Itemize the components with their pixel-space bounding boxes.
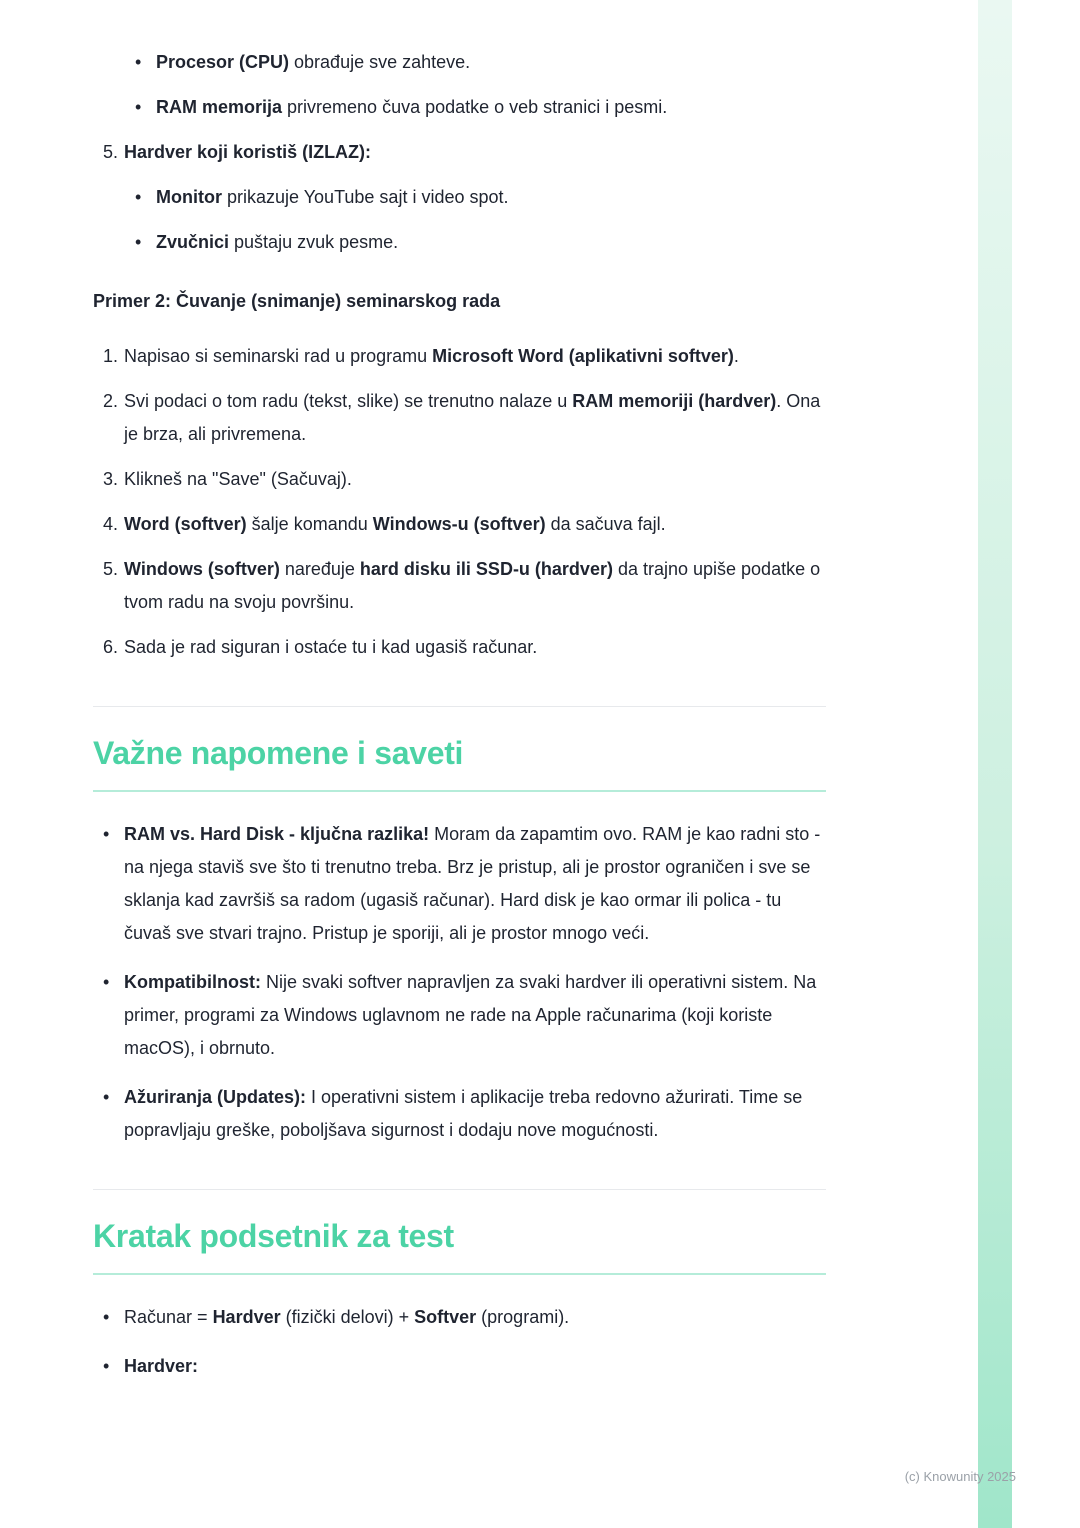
list-item [93,1350,826,1383]
list-item [125,226,826,259]
test-reminder-bullet-list [93,1301,826,1383]
step-number: 1. [103,346,119,366]
watermark: (c) Knowunity 2025 [904,1469,1016,1484]
numbered-step [93,463,826,496]
list-item-text: Ažuriranja (Updates): I operativni sistem i aplikacije treba redovno ažurirati. Time se popravljaju greške, poboljšava sigurnost i dodaju nove mogućnosti. [124,1087,803,1140]
list-item [93,818,826,950]
document-content [93,0,826,1383]
step-number: 4. [103,514,119,534]
list-item [125,181,826,214]
list-item-text: Kompatibilnost: Nije svaki softver napravljen za svaki hardver ili operativni sistem. Na primer, programi za Windows uglavnom ne rade na Apple računarima (koji koriste macOS), i obrnuto. [124,972,817,1058]
right-accent-stripe [978,0,1012,1528]
item-number: 5. [103,142,119,162]
numbered-step [93,631,826,664]
numbered-step [93,553,826,619]
numbered-step [93,508,826,541]
list-item-text: Računar = Hardver (fizički delovi) + Softver (programi). [124,1307,570,1327]
list-item-text: Hardver: [124,1356,199,1376]
list-item [93,966,826,1065]
list-item [125,91,826,124]
list-item-text: Monitor prikazuje YouTube sajt i video spot. [156,187,509,207]
numbered-step [93,385,826,451]
list-item-text: RAM memorija privremeno čuva podatke o veb stranici i pesmi. [156,97,668,117]
io-process-bullet-list [125,46,826,124]
list-item-text: Zvučnici puštaju zvuk pesme. [156,232,399,252]
list-item-text: Procesor (CPU) obrađuje sve zahteve. [156,52,471,72]
step-number: 2. [103,391,119,411]
section-divider [93,706,826,707]
step-text: Svi podaci o tom radu (tekst, slike) se trenutno nalaze u RAM memoriji (hardver). Ona je brza, ali privremena. [124,391,821,444]
section-divider [93,1189,826,1190]
numbered-item-5 [93,136,826,169]
primer2-steps [93,340,826,664]
list-item [125,46,826,79]
list-item-text: RAM vs. Hard Disk - ključna razlika! Moram da zapamtim ovo. RAM je kao radni sto - na njega staviš sve što ti trenutno treba. Brz je pristup, ali je prostor ograničen i sve se sklanja kad završiš sa radom (ugasiš računar). Hard disk je kao ormar ili polica - tu čuvaš sve stvari trajno. Pristup je sporiji, ali je prostor mnogo veći. [124,824,821,943]
step-text: Sada je rad siguran i ostaće tu i kad ugasiš računar. [124,637,538,657]
step-number: 5. [103,559,119,579]
step-text: Windows (softver) naređuje hard disku ili SSD-u (hardver) da trajno upiše podatke o tvom radu na svoju površinu. [124,559,821,612]
primer2-subheading: Primer 2: Čuvanje (snimanje) seminarskog rada [93,291,501,311]
step-text: Napisao si seminarski rad u programu Microsoft Word (aplikativni softver). [124,346,739,366]
section-title-notes: Važne napomene i saveti [93,737,826,792]
list-item [93,1301,826,1334]
item-text: Hardver koji koristiš (IZLAZ): [124,142,372,162]
step-text: Klikneš na "Save" (Sačuvaj). [124,469,352,489]
section-title-test: Kratak podsetnik za test [93,1220,826,1275]
step-text: Word (softver) šalje komandu Windows-u (softver) da sačuva fajl. [124,514,666,534]
step-number: 6. [103,637,119,657]
step-number: 3. [103,469,119,489]
numbered-step [93,340,826,373]
notes-bullet-list [93,818,826,1147]
list-item [93,1081,826,1147]
output-hardware-bullet-list [125,181,826,259]
